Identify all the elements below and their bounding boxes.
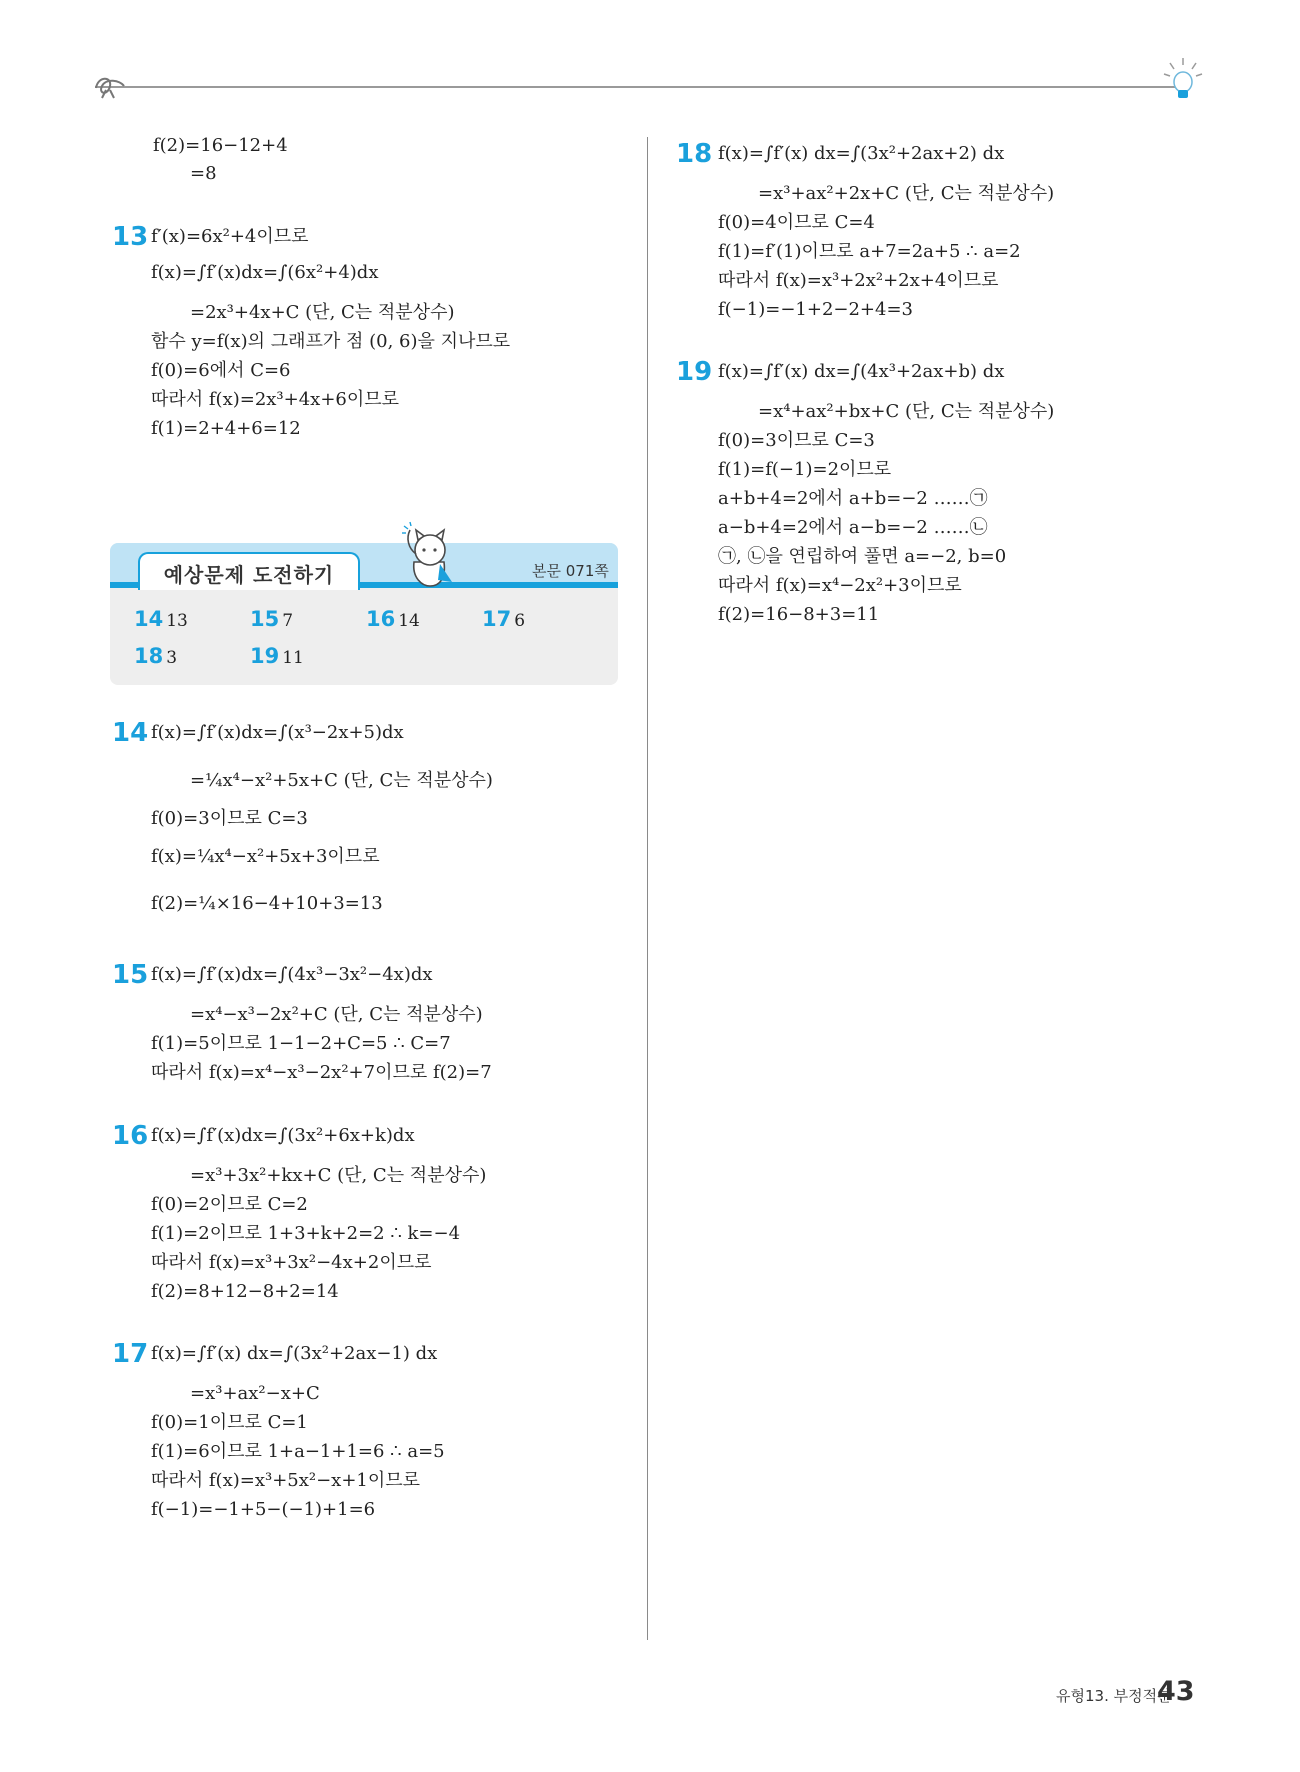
problem-number: 18 [676, 139, 713, 169]
solution-line: ㉠, ㉡을 연립하여 풀면 a=−2, b=0 [718, 546, 1007, 567]
solution-line: =8 [190, 163, 217, 184]
solution-line: =x³+ax²−x+C [190, 1383, 320, 1404]
solution-line: f(1)=f(−1)=2이므로 [718, 459, 892, 480]
problem-number: 16 [112, 1121, 149, 1151]
solution-line: f(0)=3이므로 C=3 [151, 808, 308, 829]
column-divider [647, 137, 648, 1640]
solution-line: 따라서 f(x)=x³+3x²−4x+2이므로 [151, 1252, 432, 1273]
solution-line: =x⁴+ax²+bx+C (단, C는 적분상수) [758, 401, 1055, 422]
answer-item: 19 11 [250, 644, 304, 668]
solution-line: f(x)=∫f′(x)dx=∫(x³−2x+5)dx [151, 722, 404, 743]
problem-number: 15 [112, 960, 149, 990]
solution-line: f(0)=1이므로 C=1 [151, 1412, 308, 1433]
problem-number: 14 [112, 718, 149, 748]
problem-number: 17 [112, 1339, 149, 1369]
knot-icon [92, 74, 126, 100]
solution-line: 따라서 f(x)=x³+5x²−x+1이므로 [151, 1470, 421, 1491]
solution-line: f(0)=3이므로 C=3 [718, 430, 875, 451]
solution-line: f(2)=16−12+4 [153, 135, 288, 156]
solution-line: f(2)=16−8+3=11 [718, 604, 880, 625]
solution-line: a−b+4=2에서 a−b=−2 ……㉡ [718, 517, 988, 538]
lightbulb-icon [1158, 56, 1208, 106]
solution-line: f(−1)=−1+2−2+4=3 [718, 299, 913, 320]
solution-line: f(1)=2+4+6=12 [151, 418, 301, 439]
answer-item: 14 13 [134, 607, 188, 631]
solution-line: f(0)=6에서 C=6 [151, 360, 291, 381]
page-number: 43 [1157, 1676, 1195, 1707]
solution-line: =¼x⁴−x²+5x+C (단, C는 적분상수) [190, 770, 493, 791]
solution-line: f(x)=∫f′(x)dx=∫(6x²+4)dx [151, 262, 379, 283]
solution-line: f(x)=∫f′(x) dx=∫(3x²+2ax+2) dx [718, 143, 1005, 164]
solution-line: 함수 y=f(x)의 그래프가 점 (0, 6)을 지나므로 [151, 331, 511, 352]
problem-number: 13 [112, 222, 149, 252]
solution-line: f(2)=8+12−8+2=14 [151, 1281, 339, 1302]
mascot-cat-icon [400, 520, 460, 592]
solution-line: f′(x)=6x²+4이므로 [151, 226, 309, 247]
solution-line: f(x)=∫f′(x) dx=∫(4x³+2ax+b) dx [718, 361, 1005, 382]
problem-number: 19 [676, 357, 713, 387]
top-rule [95, 86, 1175, 88]
solution-line: f(x)=¼x⁴−x²+5x+3이므로 [151, 846, 380, 867]
solution-line: f(1)=f′(1)이므로 a+7=2a+5 ∴ a=2 [718, 241, 1021, 262]
solution-line: =x³+3x²+kx+C (단, C는 적분상수) [190, 1165, 487, 1186]
solution-line: =x⁴−x³−2x²+C (단, C는 적분상수) [190, 1004, 483, 1025]
solution-line: =x³+ax²+2x+C (단, C는 적분상수) [758, 183, 1055, 204]
solution-line: f(−1)=−1+5−(−1)+1=6 [151, 1499, 376, 1520]
answer-item: 17 6 [482, 607, 526, 631]
solution-line: f(0)=4이므로 C=4 [718, 212, 875, 233]
answer-box-reference: 본문 071쪽 [532, 562, 609, 580]
solution-line: 따라서 f(x)=x³+2x²+2x+4이므로 [718, 270, 999, 291]
solution-line: f(1)=6이므로 1+a−1+1=6 ∴ a=5 [151, 1441, 445, 1462]
solution-line: f(x)=∫f′(x)dx=∫(4x³−3x²−4x)dx [151, 964, 433, 985]
footer-section-label: 유형13. 부정적분 [1056, 1687, 1172, 1705]
solution-line: f(2)=¼×16−4+10+3=13 [151, 893, 383, 914]
solution-line: f(x)=∫f′(x) dx=∫(3x²+2ax−1) dx [151, 1343, 438, 1364]
solution-line: 따라서 f(x)=x⁴−x³−2x²+7이므로 f(2)=7 [151, 1062, 492, 1083]
solution-line: f(0)=2이므로 C=2 [151, 1194, 308, 1215]
answer-item: 18 3 [134, 644, 178, 668]
answer-item: 15 7 [250, 607, 294, 631]
solution-line: f(1)=2이므로 1+3+k+2=2 ∴ k=−4 [151, 1223, 461, 1244]
answer-box-title: 예상문제 도전하기 [163, 563, 335, 587]
solution-line: =2x³+4x+C (단, C는 적분상수) [190, 302, 455, 323]
solution-line: a+b+4=2에서 a+b=−2 ……㉠ [718, 488, 988, 509]
solution-line: f(1)=5이므로 1−1−2+C=5 ∴ C=7 [151, 1033, 451, 1054]
solution-line: 따라서 f(x)=x⁴−2x²+3이므로 [718, 575, 962, 596]
answer-item: 16 14 [366, 607, 420, 631]
solution-line: f(x)=∫f′(x)dx=∫(3x²+6x+k)dx [151, 1125, 415, 1146]
solution-line: 따라서 f(x)=2x³+4x+6이므로 [151, 389, 400, 410]
